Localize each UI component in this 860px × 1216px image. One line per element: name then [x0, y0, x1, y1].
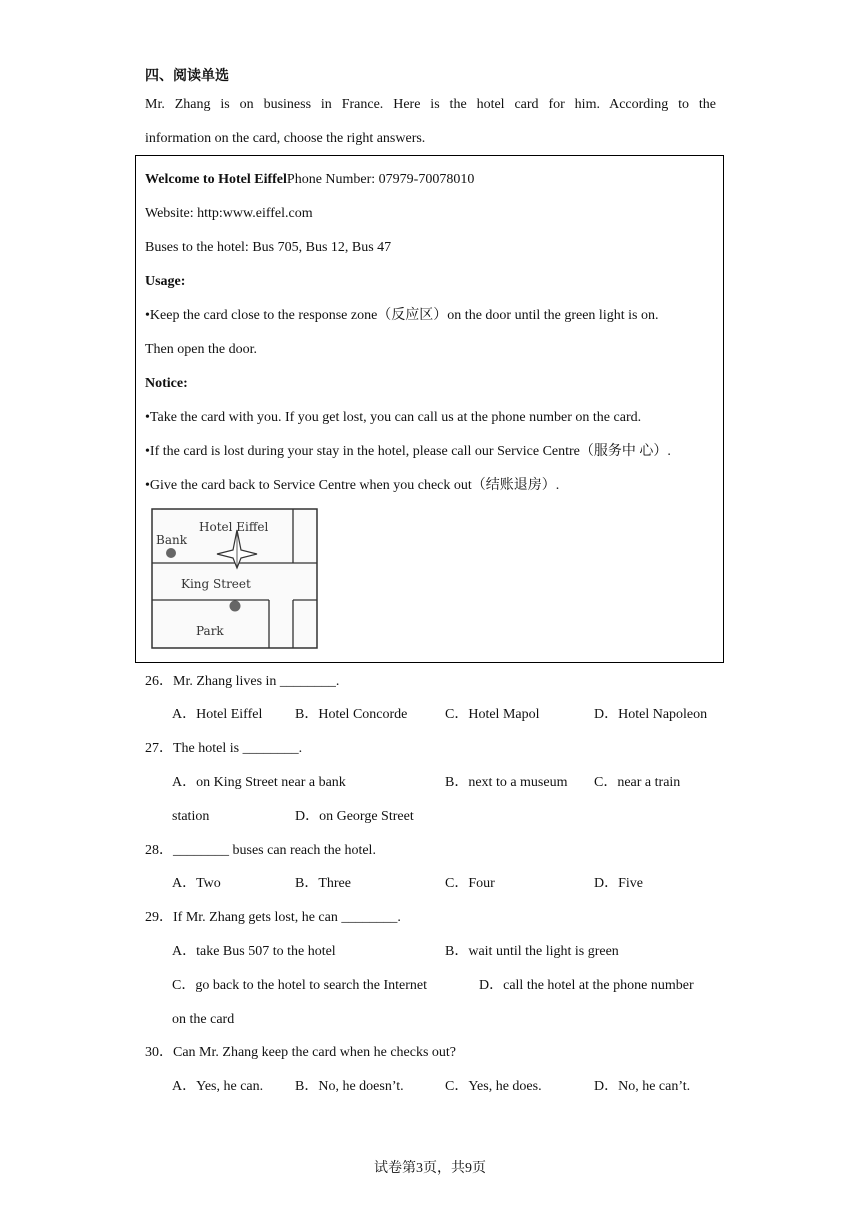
usage-heading: Usage:: [145, 274, 186, 289]
question-28-stem: 28．________ buses can reach the hotel.: [145, 843, 376, 858]
notice-heading: Notice:: [145, 376, 188, 391]
q28-option-a: A．Two: [172, 876, 221, 891]
hotel-map: [151, 508, 319, 650]
q30-option-d: D．No, he can’t.: [594, 1079, 691, 1094]
card-website: Website: http:www.eiffel.com: [145, 206, 313, 221]
bank-marker: [166, 548, 176, 558]
intro-line-1: Mr. Zhang is on business in France. Here is the hotel card for him. According to the: [145, 97, 716, 112]
intro-line-2: information on the card, choose the right answers.: [145, 131, 426, 146]
q27-option-c: C．near a train: [594, 775, 681, 790]
q26-option-c: C．Hotel Mapol: [445, 707, 540, 722]
q26-option-d: D．Hotel Napoleon: [594, 707, 708, 722]
question-26-stem: 26．Mr. Zhang lives in ________.: [145, 674, 340, 689]
q29-option-c: C．go back to the hotel to search the Internet: [172, 978, 428, 993]
map-label-park: Park: [196, 624, 224, 638]
map-label-hotel: Hotel Eiffel: [199, 520, 269, 534]
q28-option-c: C．Four: [445, 876, 495, 891]
usage-line-1: •Keep the card close to the response zone（反应区）on the door until the green light is on.: [145, 308, 659, 323]
q28-option-d: D．Five: [594, 876, 643, 891]
card-phone: Phone Number: 07979-70078010: [286, 172, 475, 187]
q27-option-c-cont: station: [172, 809, 210, 824]
section-title: 四、阅读单选: [145, 68, 229, 84]
page-footer: 试卷第3页，共9页: [374, 1161, 486, 1176]
map-label-street: King Street: [181, 577, 251, 591]
q27-option-b: B．next to a museum: [445, 775, 568, 790]
q30-option-a: A．Yes, he can.: [172, 1079, 264, 1094]
hotel-card: [135, 155, 724, 663]
card-welcome-line: [145, 171, 474, 189]
map-label-bank: Bank: [156, 533, 187, 547]
q29-option-b: B．wait until the light is green: [445, 944, 619, 959]
notice-2: •If the card is lost during your stay in the hotel, please call our Service Centre（服务中 心）.: [145, 444, 671, 459]
q27-option-d: D．on George Street: [295, 809, 414, 824]
question-27-stem: 27．The hotel is ________.: [145, 741, 303, 756]
q30-option-c: C．Yes, he does.: [445, 1079, 542, 1094]
q26-option-b: B．Hotel Concorde: [295, 707, 408, 722]
q29-option-a: A．take Bus 507 to the hotel: [172, 944, 336, 959]
q26-option-a: A．Hotel Eiffel: [172, 707, 263, 722]
park-marker: [230, 601, 241, 612]
notice-1: •Take the card with you. If you get lost, you can call us at the phone number on the card.: [145, 410, 642, 425]
q30-option-b: B．No, he doesn’t.: [295, 1079, 404, 1094]
usage-line-2: Then open the door.: [145, 342, 257, 357]
card-welcome: Welcome to Hotel Eiffel: [145, 172, 287, 187]
q27-option-a: A．on King Street near a bank: [172, 775, 346, 790]
question-29-stem: 29．If Mr. Zhang gets lost, he can ________.: [145, 910, 401, 925]
question-30-stem: 30．Can Mr. Zhang keep the card when he checks out?: [145, 1045, 457, 1060]
notice-3: •Give the card back to Service Centre when you check out（结账退房）.: [145, 478, 560, 493]
q29-option-d-cont: on the card: [172, 1012, 235, 1027]
q29-option-d: D．call the hotel at the phone number: [479, 978, 694, 993]
q28-option-b: B．Three: [295, 876, 351, 891]
card-buses: Buses to the hotel: Bus 705, Bus 12, Bus 47: [145, 240, 392, 255]
